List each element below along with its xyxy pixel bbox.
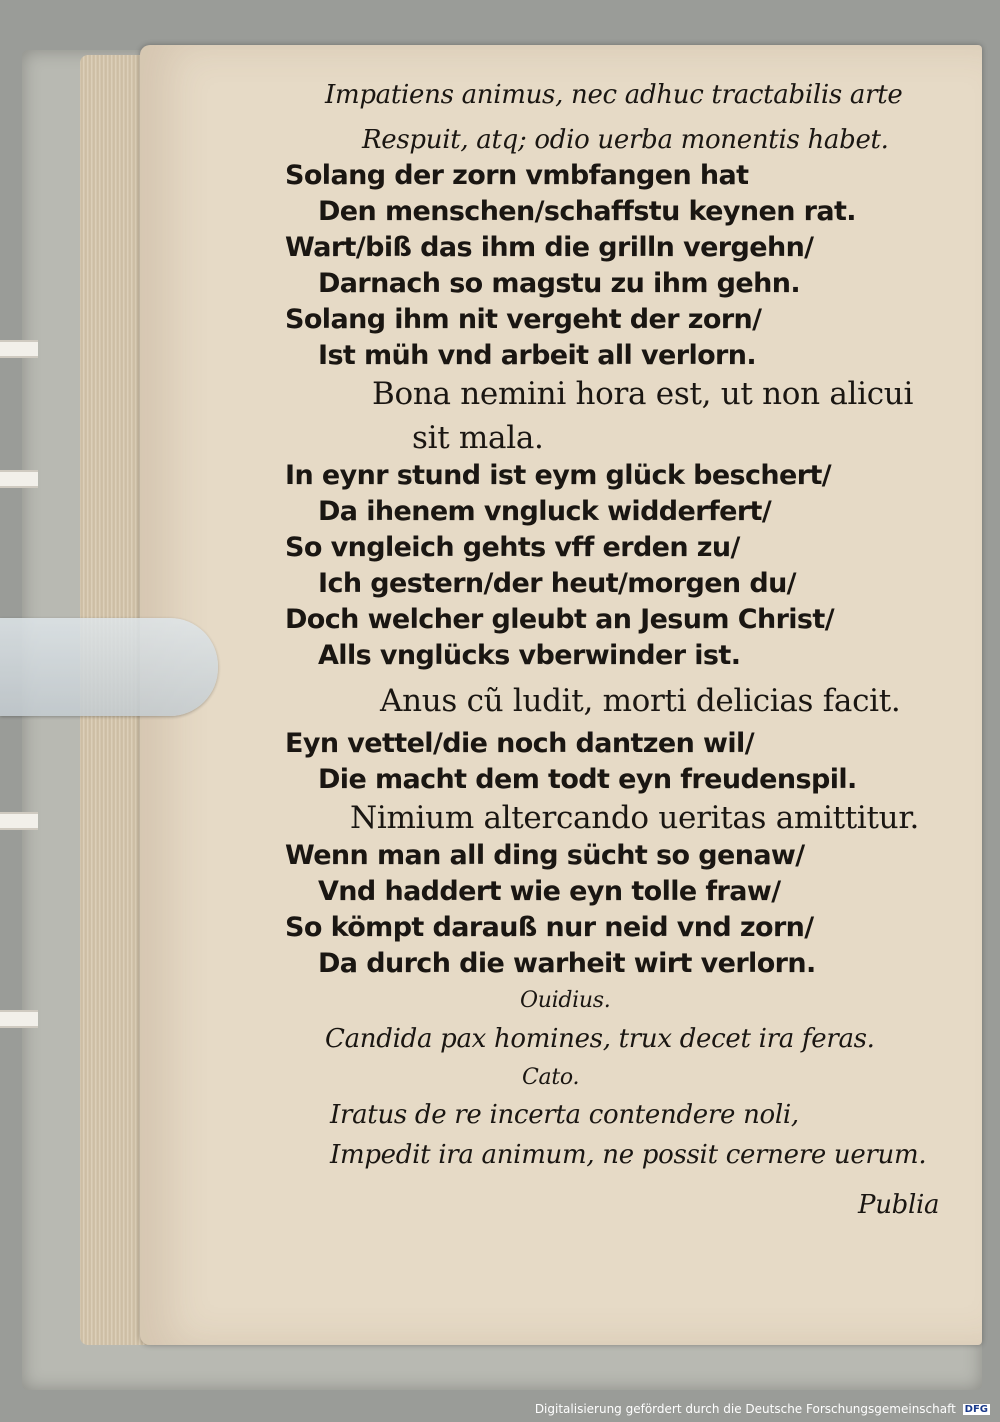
- binding-strap: [0, 812, 38, 830]
- dfg-logo-icon: DFG: [964, 1404, 988, 1415]
- text-line: Iratus de re incerta contendere noli,: [330, 1100, 799, 1130]
- binding-strap: [0, 470, 38, 488]
- binding-strap: [0, 340, 38, 358]
- page-holder-tab: [0, 618, 218, 716]
- text-line: Nimium altercando ueritas amittitur.: [350, 800, 920, 836]
- text-line: Anus cũ ludit, morti delicias facit.: [380, 683, 901, 719]
- text-line: Cato.: [522, 1065, 580, 1090]
- text-line: So vngleich gehts vff erden zu/: [285, 532, 740, 563]
- text-line: Alls vnglücks vberwinder ist.: [318, 640, 741, 671]
- catchword: Publia: [858, 1190, 940, 1220]
- binding-strap: [0, 1010, 38, 1028]
- text-line: Impatiens animus, nec adhuc tractabilis arte: [325, 80, 903, 110]
- text-line: Doch welcher gleubt an Jesum Christ/: [285, 604, 834, 635]
- text-line: Die macht dem todt eyn freudenspil.: [318, 764, 857, 795]
- text-line: Ich gestern/der heut/morgen du/: [318, 568, 796, 599]
- text-line: Da ihenem vngluck widderfert/: [318, 496, 772, 527]
- text-line: Respuit, atq; odio uerba monentis habet.: [362, 125, 889, 155]
- text-line: Solang ihm nit vergeht der zorn/: [285, 304, 762, 335]
- text-line: Impedit ira animum, ne possit cernere uerum.: [330, 1140, 927, 1170]
- text-line: So kömpt darauß nur neid vnd zorn/: [285, 912, 814, 943]
- text-line: Den menschen/schaffstu keynen rat.: [318, 196, 856, 227]
- text-line: Darnach so magstu zu ihm gehn.: [318, 268, 801, 299]
- text-line: Wart/biß das ihm die grilln vergehn/: [285, 232, 814, 263]
- text-line: Vnd haddert wie eyn tolle fraw/: [318, 876, 781, 907]
- text-line: Ouidius.: [520, 988, 611, 1013]
- text-line: In eynr stund ist eym glück beschert/: [285, 460, 832, 491]
- footer-text: Digitalisierung gefördert durch die Deutsche Forschungsgemeinschaft: [534, 1402, 956, 1416]
- footer-credit: [535, 1402, 990, 1416]
- text-line: Solang der zorn vmbfangen hat: [285, 160, 749, 191]
- text-line: Candida pax homines, trux decet ira feras.: [325, 1024, 875, 1054]
- text-line: Da durch die warheit wirt verlorn.: [318, 948, 816, 979]
- text-line: Bona nemini hora est, ut non alicui: [372, 376, 914, 412]
- text-line: Wenn man all ding sücht so genaw/: [285, 840, 805, 871]
- text-line: sit mala.: [412, 420, 544, 456]
- text-line: Ist müh vnd arbeit all verlorn.: [318, 340, 757, 371]
- text-line: Eyn vettel/die noch dantzen wil/: [285, 728, 754, 759]
